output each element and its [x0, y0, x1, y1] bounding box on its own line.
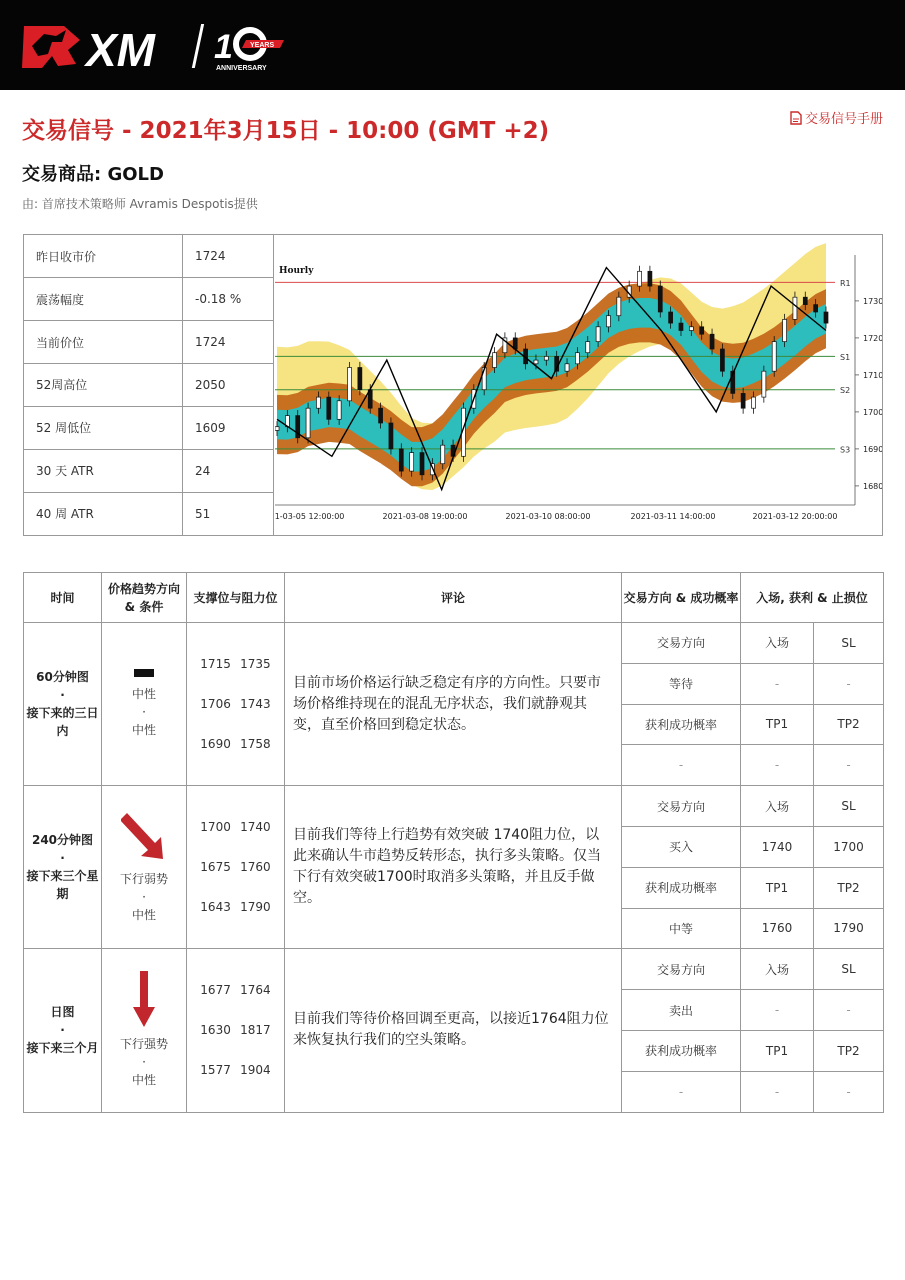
x-tick-label: 2021-03-10 08:00:00 — [505, 512, 591, 521]
trade-cell: - — [741, 990, 814, 1031]
trade-cell: - — [814, 745, 884, 786]
trade-cell: - — [814, 663, 884, 704]
trend-condition: 中性 — [131, 908, 156, 923]
candle-body — [399, 449, 403, 471]
trade-cell: TP1 — [741, 1030, 814, 1071]
level-label-s3: S3 — [840, 445, 851, 455]
candle-body — [544, 356, 548, 360]
stat-label: 昨日收市价 — [24, 235, 183, 278]
trade-cell: 1700 — [814, 826, 884, 867]
level-pair — [187, 887, 284, 927]
candle-body — [679, 323, 683, 330]
x-tick-label: 2021-03-11 14:00:00 — [630, 512, 716, 521]
level-label-s1: S1 — [840, 352, 851, 362]
candle-body — [710, 334, 714, 349]
trade-cell: - — [741, 745, 814, 786]
candle-body — [306, 408, 310, 438]
signal-manual-label: 交易信号手册 — [804, 112, 883, 127]
trade-cell: 1790 — [814, 908, 884, 949]
trend-condition: 中性 — [131, 723, 156, 738]
trade-cell: TP1 — [741, 867, 814, 908]
trend-dot: · — [142, 705, 146, 720]
stat-row — [24, 364, 274, 407]
support-level: 1690 — [200, 737, 231, 752]
stat-label: 30 天 ATR — [24, 449, 183, 492]
resistance-level: 1904 — [240, 1063, 271, 1078]
x-tick-label: 21-03-05 12:00:00 — [275, 512, 345, 521]
candle-body — [379, 408, 383, 423]
candle-body — [793, 297, 797, 319]
trade-cell: - — [814, 1071, 884, 1112]
levels-cell — [187, 786, 285, 949]
trade-cell: 交易方向 — [622, 949, 741, 990]
stat-row — [24, 278, 274, 321]
xm-logo-text: XM — [86, 24, 155, 74]
comment-cell: 目前我们等待上行趋势有效突破 1740阻力位，以此来确认牛市趋势反转形态，执行多头策略。仅当下行有效突破1700时取消多头策略，并且反手做空。 — [285, 786, 622, 949]
header-comment: 评论 — [285, 573, 622, 623]
candle-body — [410, 453, 414, 472]
trade-cell: 买入 — [622, 826, 741, 867]
resistance-level: 1817 — [240, 1023, 271, 1038]
candle-body — [534, 360, 538, 364]
resistance-level: 1760 — [240, 860, 271, 875]
y-tick-label: 1720 — [863, 333, 882, 343]
resistance-level: 1740 — [240, 820, 271, 835]
candle-body — [762, 371, 766, 397]
level-pair — [187, 847, 284, 887]
signal-row — [24, 949, 884, 990]
trade-cell: - — [741, 663, 814, 704]
level-label-s2: S2 — [840, 386, 851, 396]
candle-body — [648, 271, 652, 286]
resistance-level: 1735 — [240, 657, 271, 672]
signal-table — [23, 572, 884, 1113]
candle-body — [358, 368, 362, 390]
y-tick-label: 1730 — [863, 296, 882, 306]
candle-body — [316, 397, 320, 408]
stat-value: 1609 — [183, 406, 274, 449]
support-level: 1643 — [200, 900, 231, 915]
candle-body — [617, 297, 621, 316]
price-chart — [275, 235, 882, 535]
level-pair — [187, 684, 284, 724]
signal-row — [24, 786, 884, 827]
page-title: 交易信号 - 2021年3月15日 - 10:00 (GMT +2) — [22, 118, 550, 144]
timeframe-cell: 240分钟图 · 接下来三个星期 — [24, 786, 102, 949]
level-pair — [187, 644, 284, 684]
signal-table-header — [24, 573, 884, 623]
y-tick-label: 1710 — [863, 370, 882, 380]
trade-cell: - — [814, 990, 884, 1031]
level-pair — [187, 807, 284, 847]
support-level: 1715 — [200, 657, 231, 672]
trade-cell: 入场 — [741, 949, 814, 990]
candle-body — [596, 327, 600, 342]
candle-body — [720, 349, 724, 371]
stat-row — [24, 406, 274, 449]
candle-body — [638, 271, 642, 286]
chart-title: Hourly — [279, 266, 314, 276]
trend-cell — [102, 623, 187, 786]
trade-cell: TP2 — [814, 867, 884, 908]
hourly-chart-svg — [275, 235, 882, 535]
stat-value: 1724 — [183, 321, 274, 364]
trade-cell: 1760 — [741, 908, 814, 949]
trade-cell: SL — [814, 949, 884, 990]
svg-text:1: 1 — [214, 28, 233, 66]
resistance-level: 1758 — [240, 737, 271, 752]
candle-body — [565, 364, 569, 371]
support-level: 1630 — [200, 1023, 231, 1038]
trend-cell — [102, 786, 187, 949]
stat-row — [24, 321, 274, 364]
comment-cell: 目前我们等待价格回调至更高，以接近1764阻力位来恢复执行我们的空头策略。 — [285, 949, 622, 1112]
trend-dot: · — [142, 1055, 146, 1070]
support-level: 1700 — [200, 820, 231, 835]
trade-cell: 入场 — [741, 786, 814, 827]
market-stats-table — [24, 235, 274, 535]
stat-row — [24, 235, 274, 278]
resistance-level: 1743 — [240, 697, 271, 712]
level-pair — [187, 724, 284, 764]
logo-years-text: YEARS — [250, 42, 275, 49]
trend-dot: · — [142, 890, 146, 905]
stat-value: 2050 — [183, 364, 274, 407]
trade-cell: TP1 — [741, 704, 814, 745]
level-label-r1: R1 — [840, 278, 851, 288]
flat-bar-icon — [134, 669, 154, 677]
stat-value: -0.18 % — [183, 278, 274, 321]
candle-body — [441, 445, 445, 464]
trade-cell: TP2 — [814, 704, 884, 745]
levels-cell — [187, 949, 285, 1112]
header-trend: 价格趋势方向 & 条件 — [102, 573, 187, 623]
header-levels: 支撑位与阻力位 — [187, 573, 285, 623]
trade-cell: 1740 — [741, 826, 814, 867]
trade-cell: 交易方向 — [622, 623, 741, 664]
stat-value: 1724 — [183, 235, 274, 278]
candle-body — [575, 353, 579, 364]
trade-cell: 获利成功概率 — [622, 704, 741, 745]
timeframe-cell: 日图 · 接下来三个月 — [24, 949, 102, 1112]
timeframe-cell: 60分钟图 · 接下来的三日内 — [24, 623, 102, 786]
stat-row — [24, 449, 274, 492]
resistance-level: 1790 — [240, 900, 271, 915]
support-level: 1677 — [200, 983, 231, 998]
arrow-down-right-icon — [121, 810, 167, 862]
stat-label: 52周高位 — [24, 364, 183, 407]
stat-value: 51 — [183, 492, 274, 535]
candle-body — [751, 397, 755, 408]
level-pair — [187, 1010, 284, 1050]
x-tick-label: 2021-03-12 20:00:00 — [752, 512, 838, 521]
candle-body — [327, 397, 331, 419]
resistance-level: 1764 — [240, 983, 271, 998]
candle-body — [700, 327, 704, 334]
trend-label: 中性 — [131, 687, 156, 702]
logo-anniversary-text: ANNIVERSARY — [216, 65, 267, 72]
trade-cell: 入场 — [741, 623, 814, 664]
trade-cell: SL — [814, 623, 884, 664]
y-tick-label: 1700 — [863, 407, 882, 417]
stat-label: 52 周低位 — [24, 406, 183, 449]
market-stats-panel — [23, 234, 883, 536]
y-tick-label: 1680 — [863, 481, 882, 491]
trade-cell: TP2 — [814, 1030, 884, 1071]
instrument-title: 交易商品: GOLD — [22, 164, 164, 185]
signal-manual-link[interactable] — [790, 108, 883, 127]
candle-body — [783, 319, 787, 341]
trade-cell: - — [622, 1071, 741, 1112]
candle-body — [741, 393, 745, 408]
header-entry: 入场, 获利 & 止损位 — [741, 573, 884, 623]
candle-body — [669, 312, 673, 323]
candle-body — [658, 286, 662, 312]
candle-body — [814, 305, 818, 312]
x-tick-label: 2021-03-08 19:00:00 — [382, 512, 468, 521]
arrow-down-icon — [133, 971, 155, 1027]
top-bar — [0, 0, 905, 90]
candle-body — [275, 427, 279, 431]
signal-row — [24, 623, 884, 664]
trade-cell: 获利成功概率 — [622, 1030, 741, 1071]
candle-body — [348, 368, 352, 401]
stat-value: 24 — [183, 449, 274, 492]
y-tick-label: 1690 — [863, 444, 882, 454]
trade-cell: SL — [814, 786, 884, 827]
pdf-file-icon — [790, 111, 802, 125]
header-time: 时间 — [24, 573, 102, 623]
trend-cell — [102, 949, 187, 1112]
comment-cell: 目前市场价格运行缺乏稳定有序的方向性。只要市场价格维持现在的混乱无序状态，我们就静观其变，直至价格回到稳定状态。 — [285, 623, 622, 786]
levels-cell — [187, 623, 285, 786]
stat-row — [24, 492, 274, 535]
trade-cell: - — [622, 745, 741, 786]
level-pair — [187, 970, 284, 1010]
support-level: 1675 — [200, 860, 231, 875]
candle-body — [803, 297, 807, 304]
candle-body — [689, 327, 693, 331]
candle-body — [824, 312, 828, 323]
trade-cell: - — [741, 1071, 814, 1112]
support-level: 1706 — [200, 697, 231, 712]
candle-body — [606, 316, 610, 327]
support-level: 1577 — [200, 1063, 231, 1078]
header-direction: 交易方向 & 成功概率 — [622, 573, 741, 623]
stat-label: 当前价位 — [24, 321, 183, 364]
xm-logo — [22, 20, 292, 74]
trade-cell: 获利成功概率 — [622, 867, 741, 908]
candle-body — [772, 342, 776, 372]
level-pair — [187, 1050, 284, 1090]
candle-body — [493, 353, 497, 368]
trend-condition: 中性 — [131, 1073, 156, 1088]
candle-body — [389, 423, 393, 449]
trend-label: 下行弱势 — [119, 872, 168, 887]
trend-label: 下行强势 — [119, 1037, 168, 1052]
candle-body — [337, 401, 341, 420]
stat-label: 震荡幅度 — [24, 278, 183, 321]
candle-body — [420, 453, 424, 475]
trade-cell: 中等 — [622, 908, 741, 949]
trade-cell: 交易方向 — [622, 786, 741, 827]
candle-body — [586, 342, 590, 353]
trade-cell: 等待 — [622, 663, 741, 704]
provider-text: 由: 首席技术策略师 Avramis Despotis提供 — [22, 197, 258, 211]
stat-label: 40 周 ATR — [24, 492, 183, 535]
trade-cell: 卖出 — [622, 990, 741, 1031]
